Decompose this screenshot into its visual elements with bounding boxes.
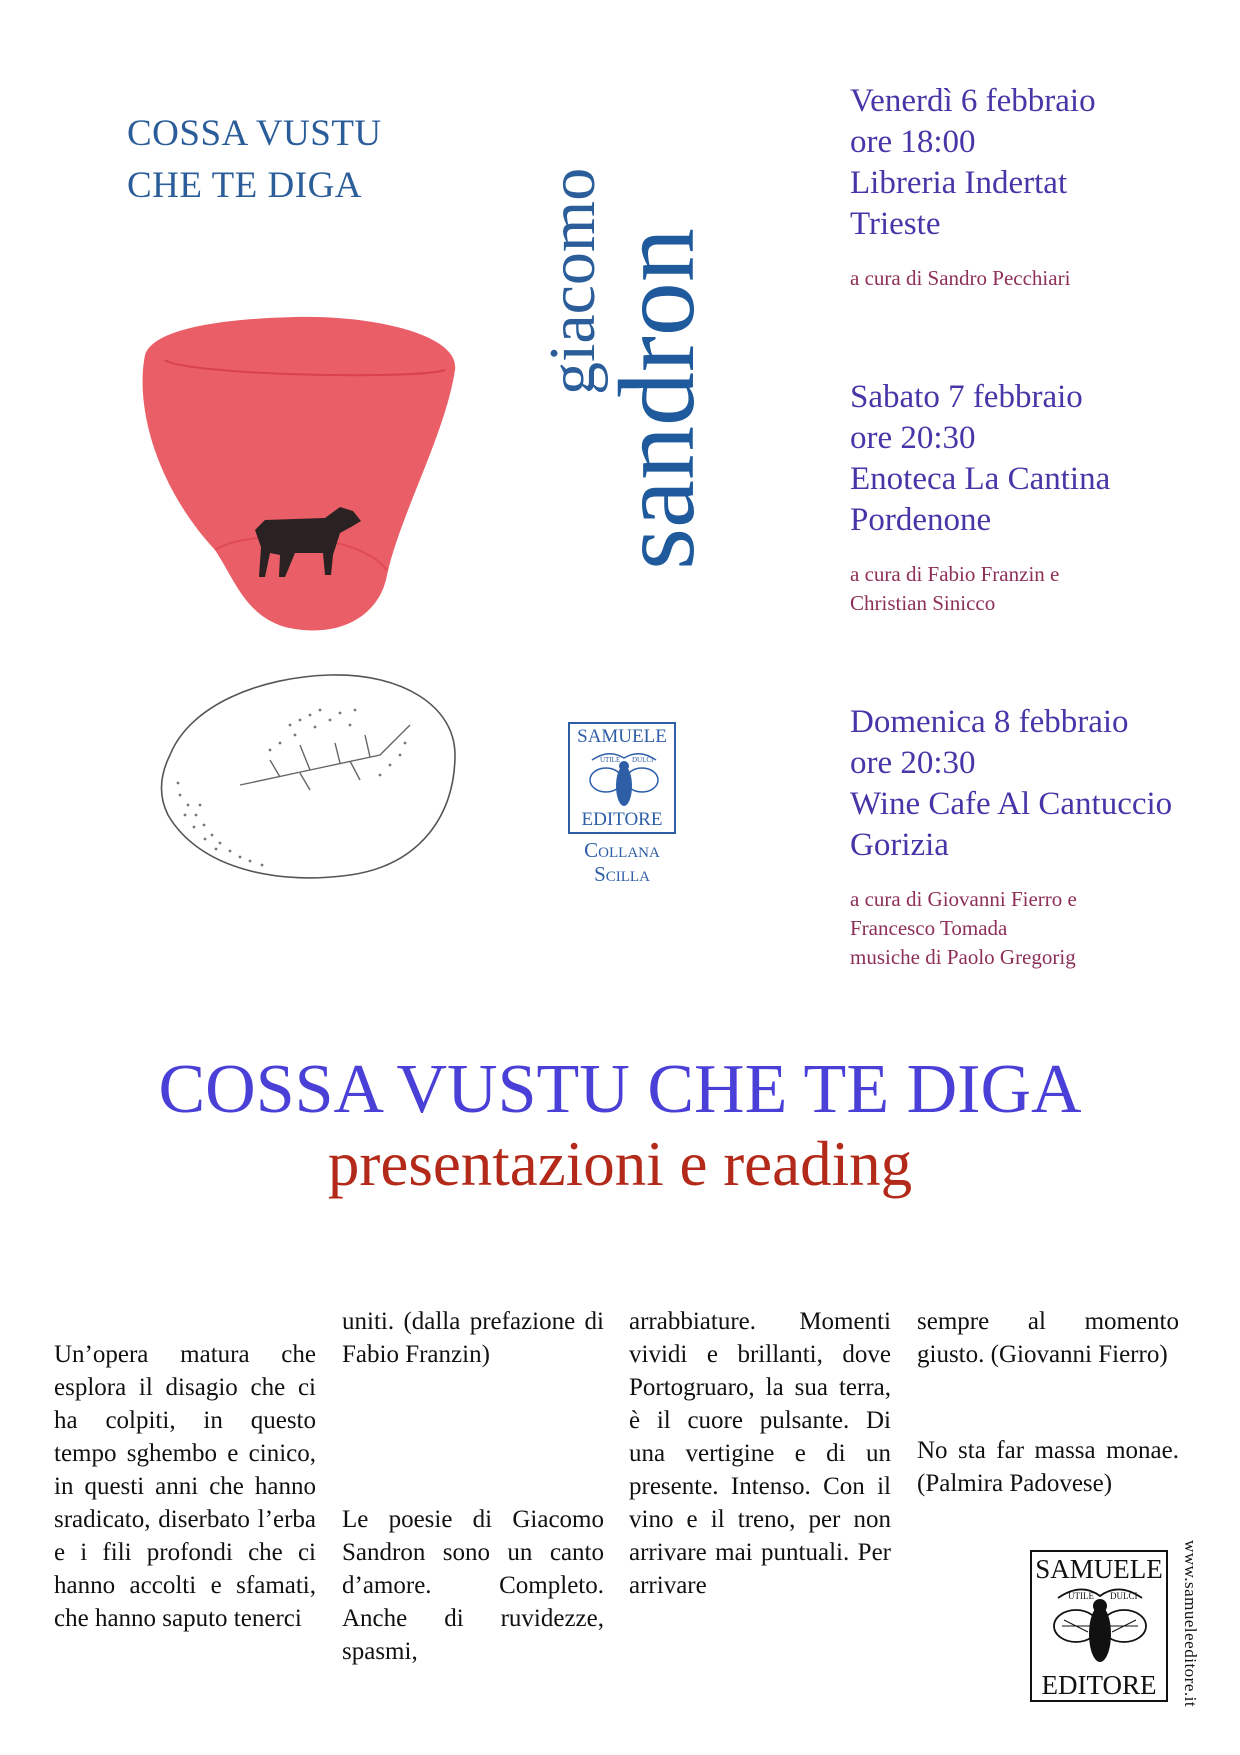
text-column-4-bottom [917,1434,1179,1500]
footer-publisher-logo [1030,1550,1168,1702]
footer-motto-right: DULCI [1110,1591,1138,1601]
motto-left: UTILE [600,756,621,764]
author-name [520,100,717,580]
event-venue: Wine Cafe Al Cantuccio [850,786,1173,822]
event-time: ore 18:00 [850,124,976,160]
event-credit-line: musiche di Paolo Gregorig [850,945,1076,969]
series-line-2: Scilla [594,862,650,886]
headline: COSSA VUSTU CHE TE DIGA [158,1051,1082,1128]
publisher-name-bottom: EDITORE [581,809,663,830]
footer-motto-left: UTILE [1068,1591,1094,1601]
text-column-2-bottom [342,1503,604,1668]
author-first-name: giacomo [536,167,609,395]
paragraph: uniti. (dalla prefazione di Fabio Franzin) [342,1308,604,1368]
paragraph: arrabbiature. Momenti vividi e brillanti, dove Portogruaro, la sua terra, è il cuore pulsante. Di una vertigine e di un presente. Intenso. Con il vino e il treno, per non arrivare mai puntuali. Per arrivare [629,1308,891,1599]
stone-sketch-illustration [150,665,470,885]
bee-icon [584,750,664,812]
bee-icon [1048,1584,1152,1670]
footer-logo-bottom: EDITORE [1041,1670,1157,1700]
event-day: Sabato 7 febbraio [850,379,1083,415]
series-label [545,838,699,886]
publisher-name-top: SAMUELE [577,726,667,747]
book-title-line-1: COSSA VUSTU [127,113,382,154]
website-url[interactable]: www.samueleeditore.it [1181,1540,1200,1708]
event-city: Trieste [850,206,941,242]
red-cup-illustration [125,315,470,640]
event-city: Gorizia [850,827,949,863]
event-credit-line: a cura di Giovanni Fierro e [850,887,1077,911]
paragraph: No sta far massa monae. (Palmira Padovese) [917,1437,1179,1497]
event-day: Venerdì 6 febbraio [850,83,1096,119]
event-pordenone [850,377,1230,618]
book-title-line-2: CHE TE DIGA [127,165,363,206]
paragraph: Un’opera matura che esplora il disagio che ci ha colpiti, in questo tempo sghembo e cinico, in questi anni che hanno sradicato, diserbato l’erba e i fili profondi che ci hanno accolti e sfamati, che hanno saputo tenerci [54,1341,316,1632]
event-credit-line: Christian Sinicco [850,591,996,615]
footer-logo-top: SAMUELE [1035,1554,1163,1584]
event-gorizia [850,702,1230,972]
motto-right: DULCI [632,756,654,764]
event-trieste [850,81,1230,293]
event-credit [850,264,1230,293]
event-time: ore 20:30 [850,420,976,456]
book-title [127,108,382,212]
publisher-logo [568,722,676,834]
event-venue: Libreria Indertat [850,165,1068,201]
event-credit-line: a cura di Fabio Franzin e [850,562,1060,586]
event-day: Domenica 8 febbraio [850,704,1129,740]
subheadline: presentazioni e reading [327,1129,913,1199]
text-column-1 [54,1338,316,1635]
event-venue: Enoteca La Cantina [850,461,1111,497]
event-time: ore 20:30 [850,745,976,781]
event-credit [850,885,1230,972]
event-credit-line: a cura di Sandro Pecchiari [850,266,1071,290]
text-column-4-top [917,1305,1179,1371]
text-column-2-top [342,1305,604,1371]
event-credit-line: Francesco Tomada [850,916,1008,940]
author-last-name: sandron [598,228,717,570]
series-line-1: Collana [584,838,660,862]
paragraph: sempre al momento giusto. (Giovanni Fierro) [917,1308,1179,1368]
event-city: Pordenone [850,502,992,538]
event-credit [850,560,1230,618]
text-column-3 [629,1305,891,1602]
paragraph: Le poesie di Giacomo Sandron sono un canto d’amore. Completo. Anche di ruvidezze, spasmi, [342,1506,604,1665]
